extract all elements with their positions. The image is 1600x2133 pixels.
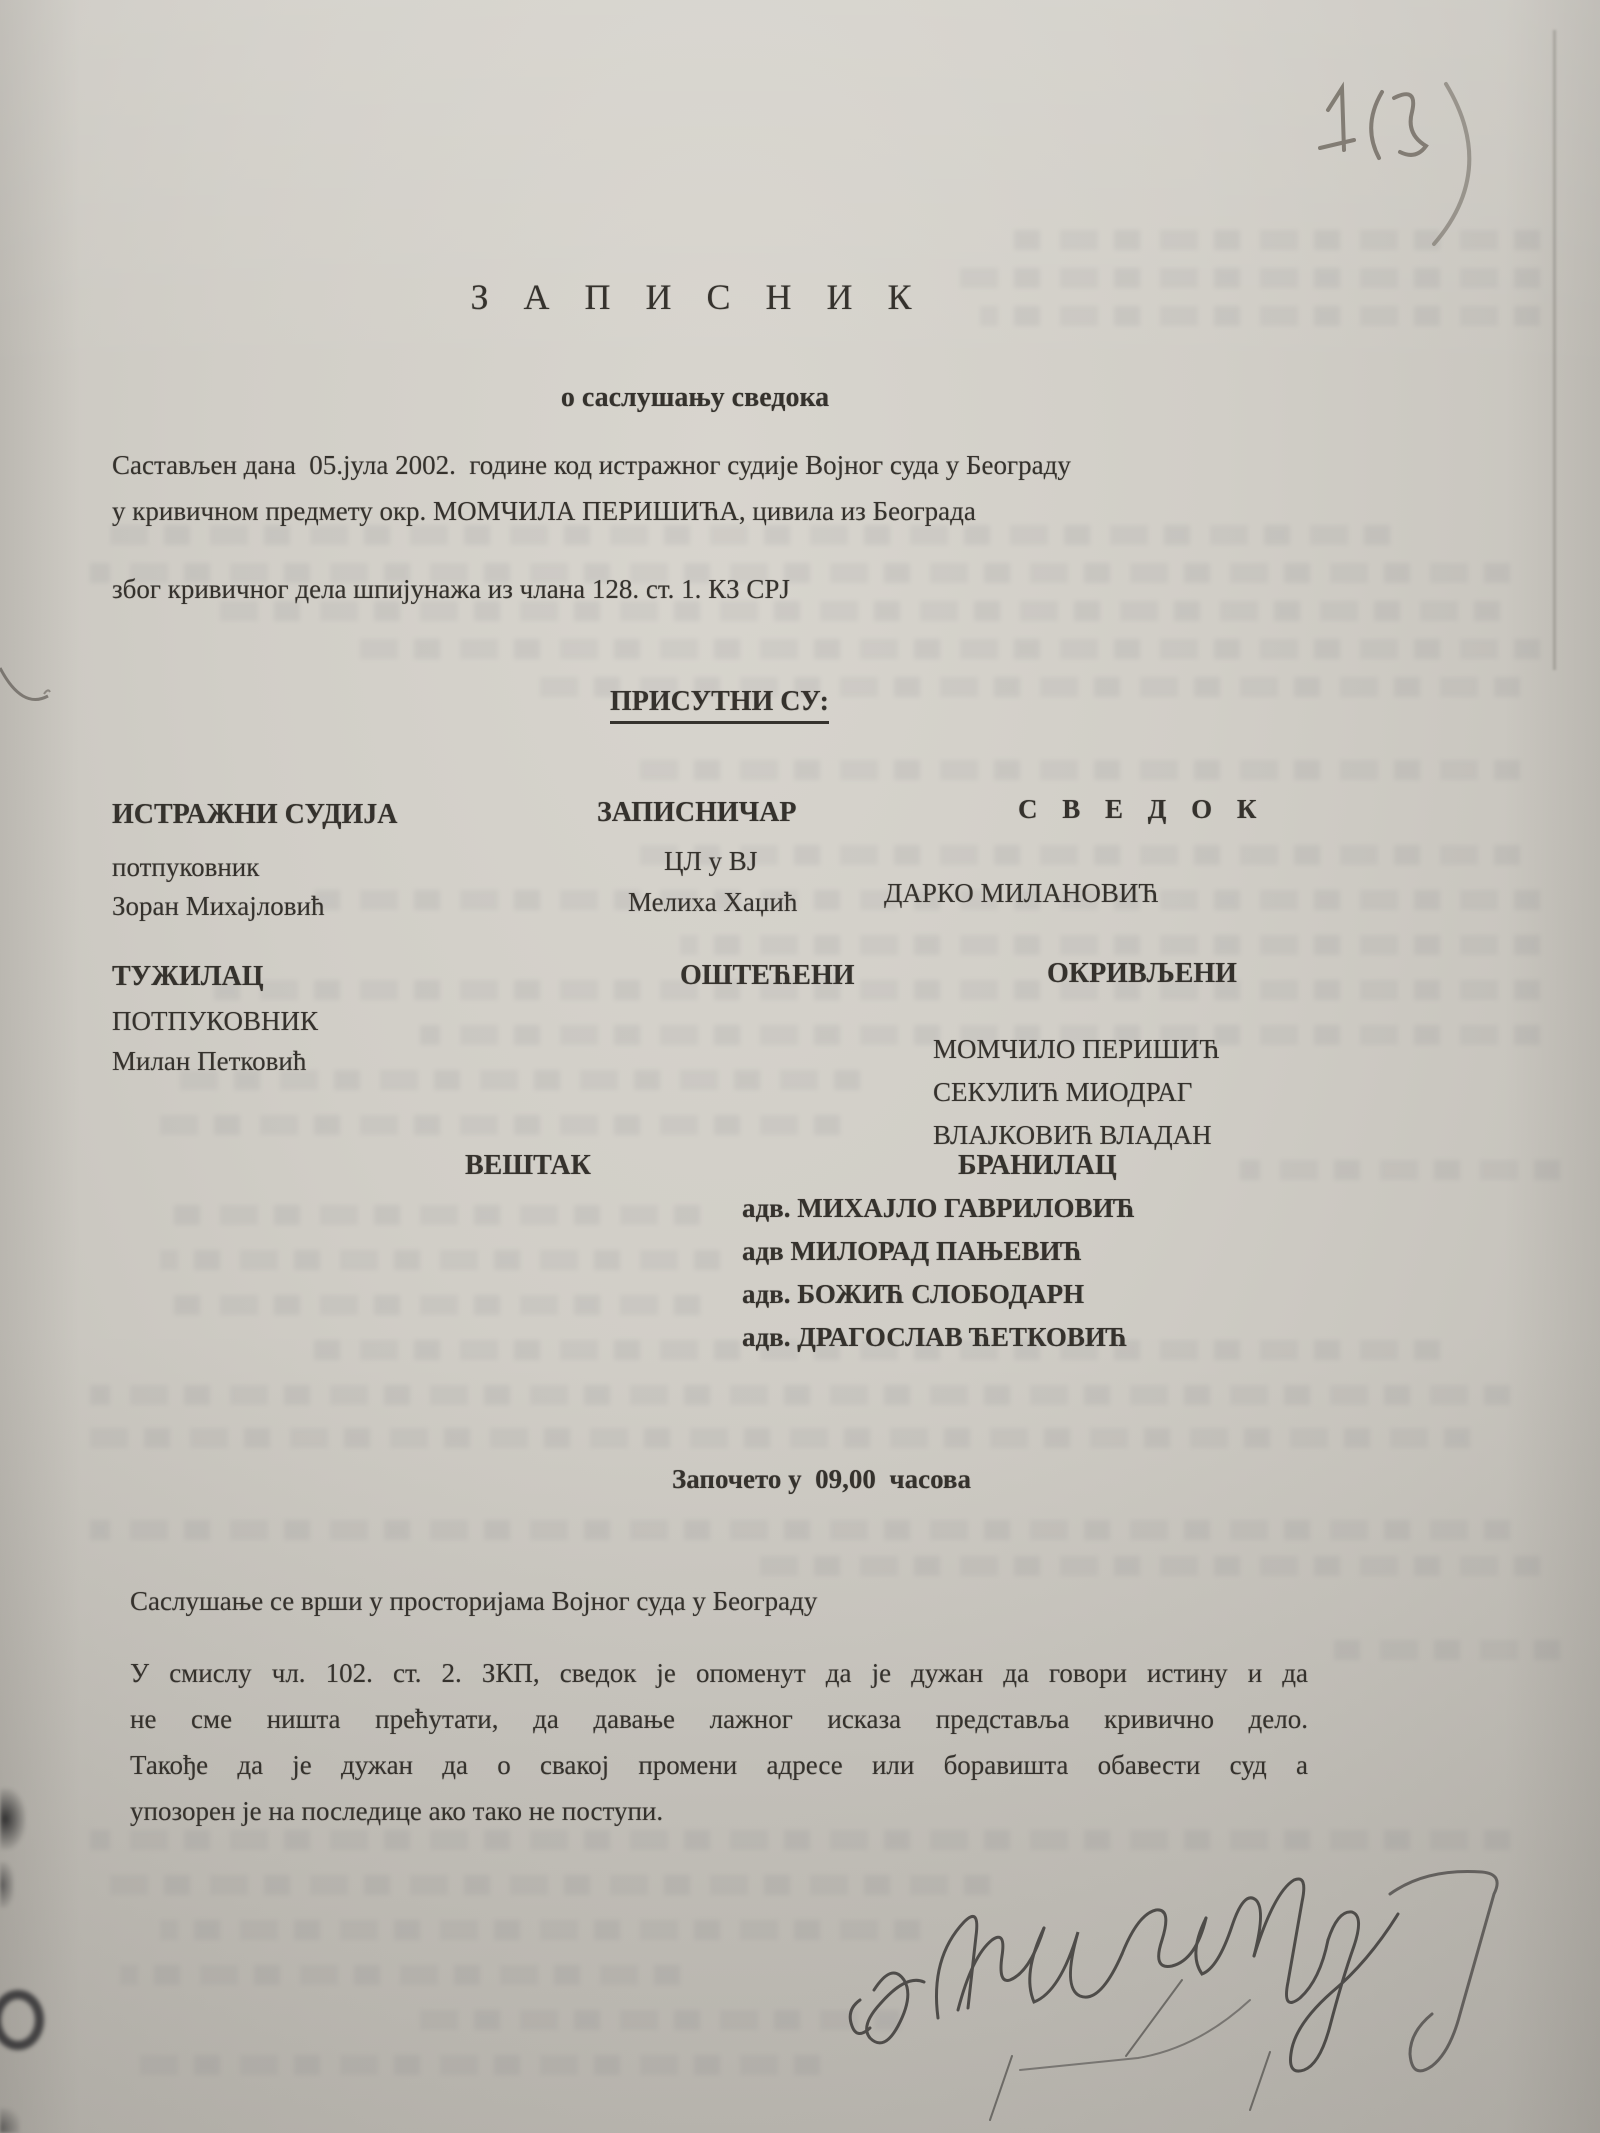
accused-name: ВЛАЈКОВИЋ ВЛАДАН (933, 1120, 1212, 1150)
bleedthrough-texture (760, 1556, 1540, 1576)
bleedthrough-texture (90, 525, 1390, 545)
warning-line: У смислу чл. 102. ст. 2. ЗКП, сведок је опоменут да је дужан да говори истину и да (130, 1658, 1308, 1688)
bleedthrough-texture (680, 935, 1540, 955)
prosecutor-name: Милан Петковић (112, 1046, 307, 1076)
started-time-line: Започето у 09,00 часова (672, 1464, 971, 1494)
bleedthrough-texture (160, 1295, 700, 1315)
bleedthrough-texture (90, 1428, 1470, 1448)
bleedthrough-texture (160, 1205, 700, 1225)
witness-warning-paragraph (130, 1650, 1308, 1834)
bleedthrough-texture (160, 1920, 920, 1940)
bleedthrough-texture (160, 1250, 720, 1270)
signature-handwriting (830, 1840, 1530, 2130)
paper-crease (1553, 30, 1556, 670)
accused-name: СЕКУЛИЋ МИОДРАГ (933, 1077, 1193, 1107)
bleedthrough-texture (1240, 1160, 1560, 1180)
ink-smudge (0, 1788, 26, 1850)
bleedthrough-texture (620, 760, 1520, 780)
expert-role-label: ВЕШТАК (465, 1150, 591, 1181)
intro-line-2: у кривичном предмету окр. МОМЧИЛА ПЕРИШИЋА, цивила из Београда (112, 496, 976, 526)
witness-role-label: С В Е Д О К (1018, 794, 1266, 824)
defense-attorney: адв. МИХАЈЛО ГАВРИЛОВИЋ (742, 1193, 1136, 1223)
warning-line: не сме ништа прећутати, да давање лажног исказа представља кривично дело. (130, 1704, 1308, 1734)
prosecutor-rank: ПОТПУКОВНИК (112, 1006, 318, 1036)
corner-mark-handwriting (1290, 40, 1520, 260)
recorder-role-label: ЗАПИСНИЧАР (597, 797, 797, 828)
document-subtitle: о саслушању сведока (560, 382, 830, 413)
defense-attorney: адв. БОЖИЋ СЛОБОДАРН (742, 1279, 1085, 1309)
witness-name: ДАРКО МИЛАНОВИЋ (884, 878, 1159, 908)
present-heading: ПРИСУТНИ СУ: (610, 686, 829, 724)
warning-line: Такође да је дужан да о свакој промени адресе или боравишта обавести суд а (130, 1750, 1308, 1780)
accused-role-label: ОКРИВЉЕНИ (1047, 958, 1237, 989)
bleedthrough-texture (200, 980, 1540, 1000)
defense-attorney: адв МИЛОРАД ПАЊЕВИЋ (742, 1236, 1083, 1266)
judge-role-label: ИСТРАЖНИ СУДИЈА (112, 799, 398, 830)
bleedthrough-texture (340, 639, 1540, 659)
bleedthrough-texture (400, 2010, 900, 2030)
recorder-rank: ЦЛ у ВЈ (664, 846, 758, 876)
bleedthrough-texture (120, 1965, 680, 1985)
ink-smudge (0, 1990, 44, 2050)
prosecutor-role-label: ТУЖИЛАЦ (112, 961, 264, 992)
bleedthrough-texture (640, 845, 1520, 865)
staple-mark (0, 640, 80, 730)
charge-line: због кривичног дела шпијунажа из члана 128. ст. 1. КЗ СРЈ (112, 574, 790, 604)
location-line: Саслушање се врши у просторијама Војног суда у Београду (130, 1586, 818, 1616)
bleedthrough-texture (90, 1520, 1510, 1540)
injured-role-label: ОШТЕЋЕНИ (680, 960, 855, 991)
defense-role-label: БРАНИЛАЦ (958, 1150, 1117, 1181)
warning-line: упозорен је на последице ако тако не поступи. (130, 1796, 664, 1826)
recorder-name: Мелиха Хаџић (628, 887, 798, 917)
defense-attorney: адв. ДРАГОСЛАВ ЋЕТКОВИЋ (742, 1322, 1128, 1352)
document-title: З А П И С Н И К (470, 277, 925, 317)
intro-line-1: Састављен дана 05.јула 2002. године код истражног судије Војног суда у Београду (112, 450, 1071, 480)
bleedthrough-texture (120, 2055, 820, 2075)
judge-name: Зоран Михајловић (112, 891, 325, 921)
ink-smudge (0, 1862, 14, 1908)
accused-name: МОМЧИЛО ПЕРИШИЋ (933, 1034, 1220, 1064)
bleedthrough-texture (90, 1385, 1510, 1405)
ink-smudge (0, 2108, 20, 2133)
judge-rank: потпуковник (112, 852, 260, 882)
bleedthrough-texture (160, 1115, 840, 1135)
bleedthrough-texture (1320, 1640, 1560, 1660)
